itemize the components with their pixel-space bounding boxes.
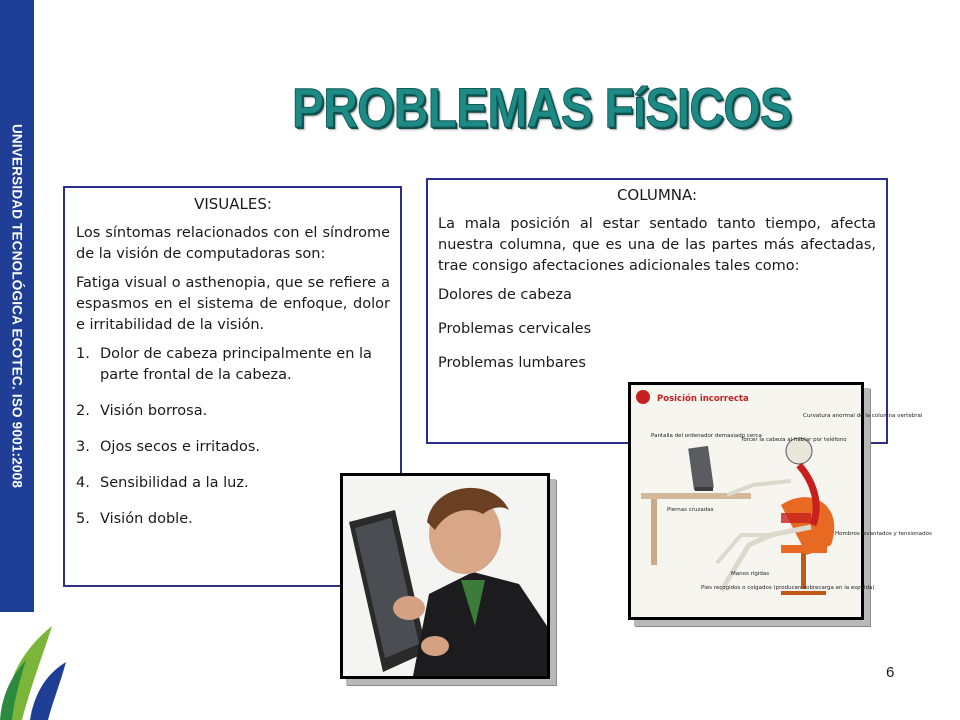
list-item <box>76 437 390 458</box>
list-text: Visión borrosa. <box>100 403 208 419</box>
label-hands: Manos rígidas <box>731 571 770 577</box>
man-monitor-photo <box>340 473 550 679</box>
posture-header-icon <box>636 390 650 404</box>
label-feet: Pies recogidos o colgados (producen sobrecarga en la espalda) <box>701 585 875 591</box>
label-neck: Torcer la cabeza al hablar por teléfono <box>741 437 847 443</box>
university-logo <box>0 612 70 720</box>
label-legs: Piernas cruzadas <box>667 507 714 513</box>
list-number: 2. <box>76 403 90 419</box>
columna-item: Problemas lumbares <box>438 355 586 371</box>
list-number: 5. <box>76 511 90 527</box>
list-item <box>76 401 390 422</box>
list-item <box>76 344 390 386</box>
columna-heading: COLUMNA: <box>616 186 698 204</box>
page-title: PROBLEMAS FíSICOS <box>292 76 792 139</box>
label-spine: Curvatura anormal de la columna vertebral <box>803 413 923 419</box>
columna-item: Problemas cervicales <box>438 321 592 337</box>
posture-illustration <box>631 385 932 617</box>
page-number: 6 <box>886 664 895 681</box>
visuales-fatigue: Fatiga visual o asthenopia, que se refiere a espasmos en el sistema de enfoque, dolor e irritabilidad de la visión. <box>76 275 390 333</box>
list-text: Ojos secos e irritados. <box>100 439 261 455</box>
visuales-heading: VISUALES: <box>194 195 272 213</box>
list-text: Visión doble. <box>100 511 193 527</box>
posture-title: Posición incorrecta <box>657 394 749 404</box>
visuales-intro: Los síntomas relacionados con el síndrome de la visión de computadoras son: <box>76 225 390 262</box>
posture-diagram <box>628 382 932 620</box>
list-number: 1. <box>76 346 90 362</box>
list-number: 3. <box>76 439 90 455</box>
institution-name: UNIVERSIDAD TECNOLÓGICA ECOTEC. ISO 9001:2008 <box>9 123 25 489</box>
list-number: 4. <box>76 475 90 491</box>
list-text: Sensibilidad a la luz. <box>100 475 249 491</box>
man-monitor-illustration <box>343 476 547 676</box>
sidebar-band <box>0 0 34 612</box>
columna-intro: La mala posición al estar sentado tanto tiempo, afecta nuestra columna, que es una de las partes más afectadas, trae consigo afectaciones adicionales tales como: <box>438 216 876 274</box>
columna-item: Dolores de cabeza <box>438 287 572 303</box>
label-screen: Pantalla del ordenador demasiado cerca <box>651 433 762 439</box>
label-shoulders: Hombros levantados y tensionados <box>835 531 932 537</box>
list-text: Dolor de cabeza principalmente en la parte frontal de la cabeza. <box>100 346 372 383</box>
